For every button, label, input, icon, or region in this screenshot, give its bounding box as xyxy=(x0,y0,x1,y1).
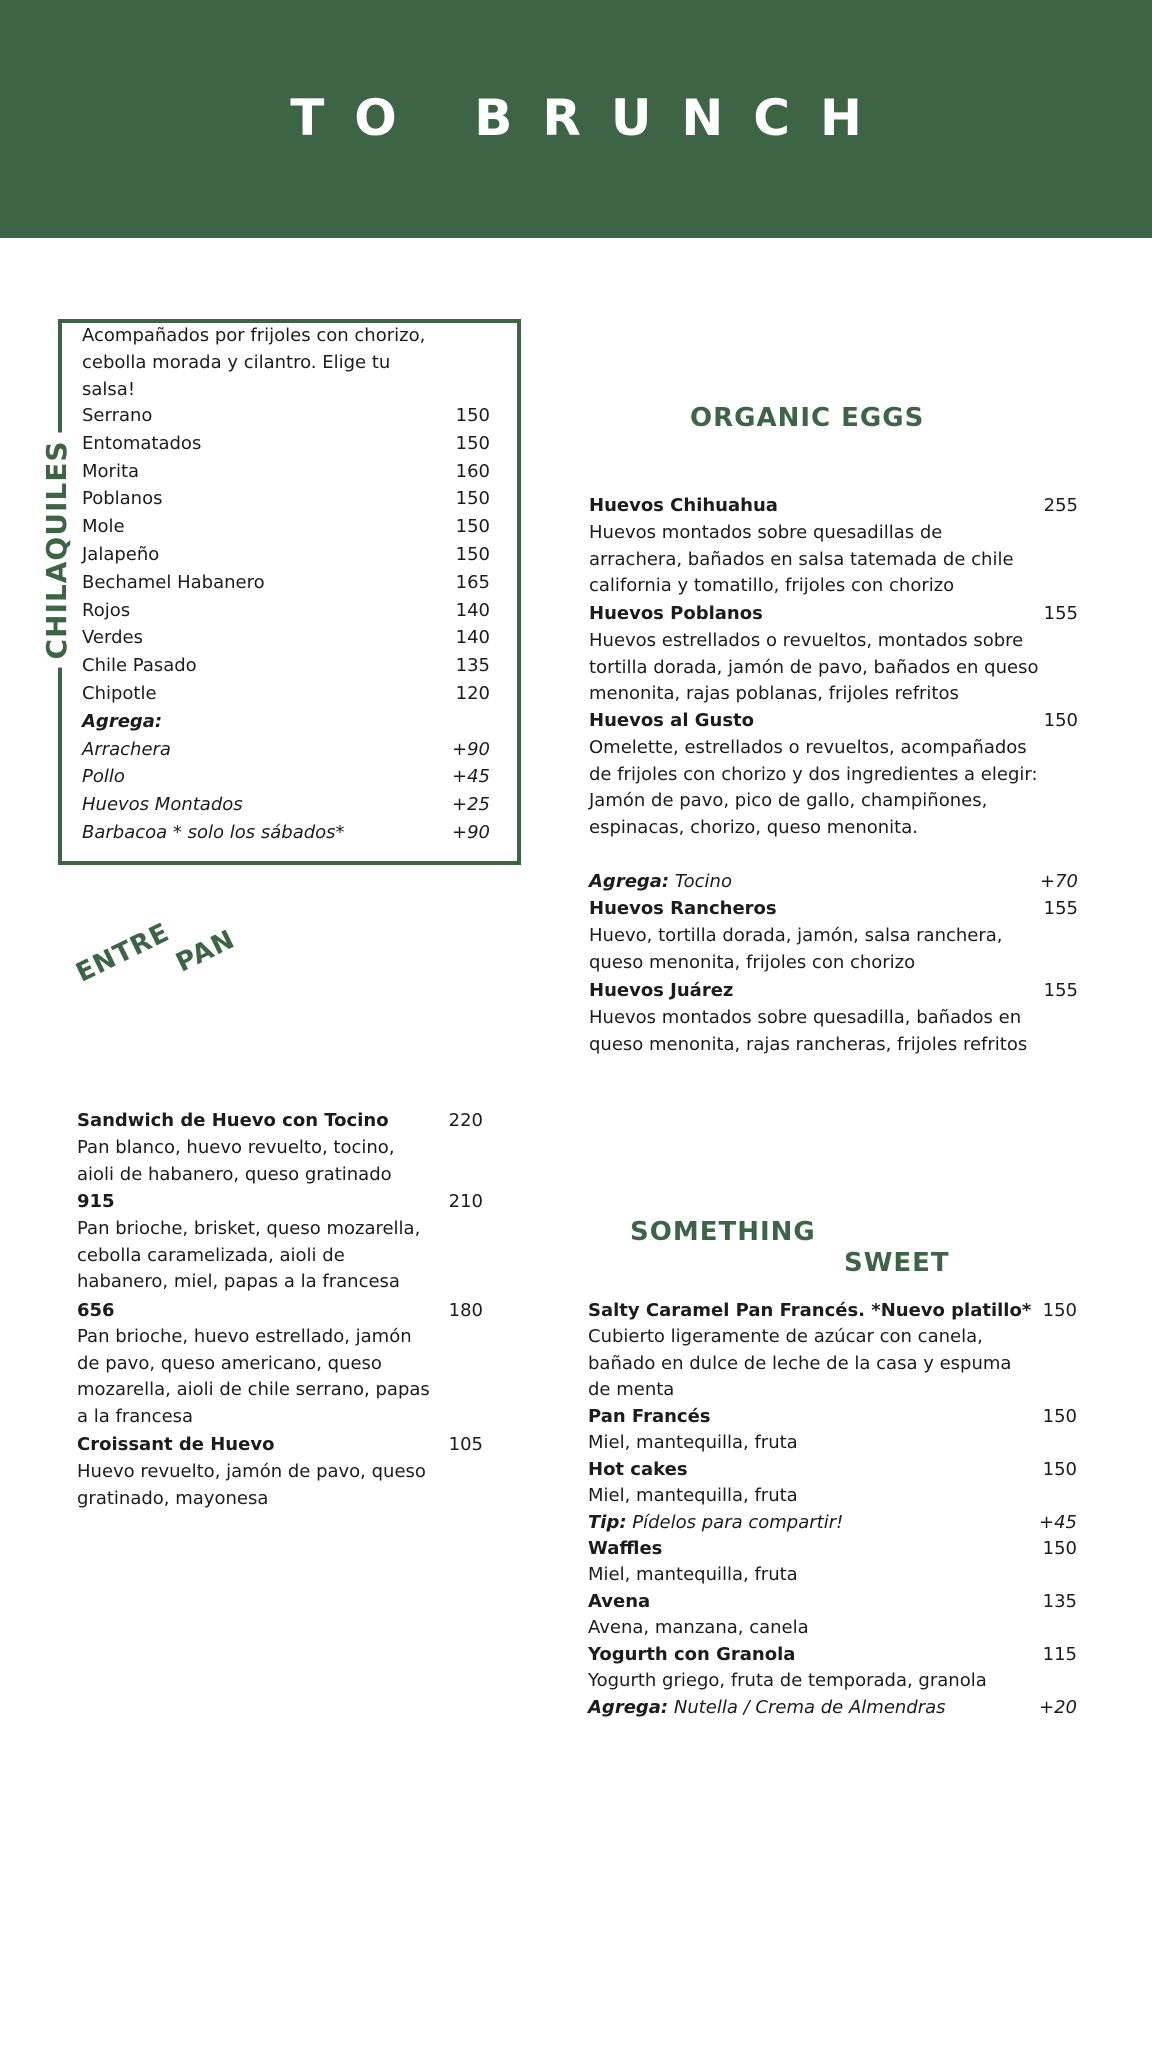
header-banner xyxy=(0,0,1152,238)
something-sweet-item-name: Avena xyxy=(588,1591,651,1612)
chilaquiles-item-price: 160 xyxy=(455,461,490,482)
entre-pan-heading-line2: PAN xyxy=(171,924,240,979)
organic-eggs-addon xyxy=(589,868,732,895)
chilaquiles-addon-price: +90 xyxy=(452,822,490,843)
something-sweet-item-name: Pan Francés xyxy=(588,1406,711,1427)
chilaquiles-addon-name: Huevos Montados xyxy=(82,794,243,815)
chilaquiles-item-price: 140 xyxy=(455,627,490,648)
chilaquiles-item-name: Verdes xyxy=(82,627,143,648)
entre-pan-item-price: 220 xyxy=(448,1110,483,1131)
something-sweet-item-price: 150 xyxy=(1042,1406,1077,1427)
something-sweet-addon-name: Nutella / Crema de Almendras xyxy=(673,1697,946,1718)
chilaquiles-intro-line: salsa! xyxy=(82,379,136,400)
organic-eggs-item-price: 155 xyxy=(1043,980,1078,1001)
something-sweet-item-desc: Miel, mantequilla, fruta xyxy=(588,1485,798,1506)
something-sweet-item-desc: Miel, mantequilla, fruta xyxy=(588,1564,798,1585)
chilaquiles-addon-name: Arrachera xyxy=(82,739,171,760)
chilaquiles-item-name: Chile Pasado xyxy=(82,655,197,676)
organic-eggs-item-name: Huevos Poblanos xyxy=(589,603,763,624)
chilaquiles-item-price: 150 xyxy=(455,433,490,454)
organic-eggs-addon-price: +70 xyxy=(1040,871,1078,892)
organic-eggs-item-name: Huevos al Gusto xyxy=(589,710,755,731)
chilaquiles-item-name: Poblanos xyxy=(82,488,163,509)
something-sweet-item-name: Salty Caramel Pan Francés. *Nuevo platillo* xyxy=(588,1300,1032,1321)
entre-pan-item-name: 656 xyxy=(77,1300,115,1321)
entre-pan-item-price: 180 xyxy=(448,1300,483,1321)
organic-eggs-item-name: Huevos Rancheros xyxy=(589,898,777,919)
organic-eggs-addon-name: Tocino xyxy=(674,871,732,892)
entre-pan-item-name: Sandwich de Huevo con Tocino xyxy=(77,1110,389,1131)
something-sweet-item-price: 115 xyxy=(1042,1644,1077,1665)
something-sweet-tip-price: +45 xyxy=(1039,1512,1077,1533)
something-sweet-addon-label: Agrega: xyxy=(588,1697,669,1718)
chilaquiles-item-price: 135 xyxy=(455,655,490,676)
chilaquiles-item-name: Morita xyxy=(82,461,140,482)
organic-eggs-item-price: 150 xyxy=(1043,710,1078,731)
something-sweet-item-name: Yogurth con Granola xyxy=(588,1644,796,1665)
something-sweet-item-price: 135 xyxy=(1042,1591,1077,1612)
organic-eggs-item-desc: Huevo, tortilla dorada, jamón, salsa ranchera, queso menonita, frijoles con chorizo xyxy=(589,925,1003,973)
something-sweet-item-name: Waffles xyxy=(588,1538,663,1559)
chilaquiles-addon-price: +25 xyxy=(452,794,490,815)
organic-eggs-item-name: Huevos Chihuahua xyxy=(589,495,778,516)
chilaquiles-item-name: Mole xyxy=(82,516,125,537)
something-sweet-heading-line1: SOMETHING xyxy=(630,1217,816,1247)
organic-eggs-heading: ORGANIC EGGS xyxy=(690,403,925,433)
something-sweet-item-desc: Avena, manzana, canela xyxy=(588,1617,809,1638)
entre-pan-heading-line1: ENTRE xyxy=(71,917,175,989)
chilaquiles-item-name: Bechamel Habanero xyxy=(82,572,265,593)
chilaquiles-item-name: Chipotle xyxy=(82,683,157,704)
something-sweet-item-desc: Miel, mantequilla, fruta xyxy=(588,1432,798,1453)
chilaquiles-item-price: 150 xyxy=(455,405,490,426)
organic-eggs-item-price: 155 xyxy=(1043,898,1078,919)
chilaquiles-item-price: 120 xyxy=(455,683,490,704)
organic-eggs-item-desc: Huevos montados sobre quesadilla, bañados en queso menonita, rajas rancheras, frijoles refritos xyxy=(589,1007,1028,1055)
chilaquiles-item-price: 165 xyxy=(455,572,490,593)
something-sweet-tip-label: Tip: xyxy=(588,1512,627,1533)
entre-pan-item-price: 105 xyxy=(448,1434,483,1455)
something-sweet-item-name: Hot cakes xyxy=(588,1459,688,1480)
entre-pan-item-price: 210 xyxy=(448,1191,483,1212)
something-sweet-tip-text: Pídelos para compartir! xyxy=(632,1512,844,1533)
something-sweet-item-price: 150 xyxy=(1042,1538,1077,1559)
organic-eggs-item-price: 155 xyxy=(1043,603,1078,624)
organic-eggs-item-name: Huevos Juárez xyxy=(589,980,734,1001)
entre-pan-item-desc: Huevo revuelto, jamón de pavo, queso gratinado, mayonesa xyxy=(77,1461,426,1509)
menu-title: TO BRUNCH xyxy=(290,89,892,147)
chilaquiles-intro-line: Acompañados por frijoles con chorizo, xyxy=(82,325,426,346)
something-sweet-addon-price: +20 xyxy=(1039,1697,1077,1718)
chilaquiles-addon-name: Barbacoa * solo los sábados* xyxy=(82,822,345,843)
chilaquiles-item-price: 150 xyxy=(455,516,490,537)
chilaquiles-item-name: Rojos xyxy=(82,600,131,621)
organic-eggs-addon-label: Agrega: xyxy=(589,871,670,892)
something-sweet-item-desc: Cubierto ligeramente de azúcar con canela, bañado en dulce de leche de la casa y espuma de menta xyxy=(588,1326,1012,1400)
something-sweet-tip xyxy=(588,1509,843,1536)
organic-eggs-item-desc: Omelette, estrellados o revueltos, acompañados de frijoles con chorizo y dos ingredientes a elegir: Jamón de pavo, pico de gallo, champiñones, espinacas, chorizo, queso menonita. xyxy=(589,737,1038,838)
organic-eggs-item-desc: Huevos estrellados o revueltos, montados sobre tortilla dorada, jamón de pavo, bañados en queso menonita, rajas poblanas, frijoles refritos xyxy=(589,630,1039,704)
chilaquiles-item-price: 140 xyxy=(455,600,490,621)
organic-eggs-item-desc: Huevos montados sobre quesadillas de arrachera, bañados en salsa tatemada de chile california y tomatillo, frijoles con chorizo xyxy=(589,522,1014,596)
entre-pan-item-desc: Pan brioche, brisket, queso mozarella, cebolla caramelizada, aioli de habanero, miel, papas a la francesa xyxy=(77,1218,421,1292)
something-sweet-item-price: 150 xyxy=(1042,1459,1077,1480)
entre-pan-item-name: 915 xyxy=(77,1191,115,1212)
chilaquiles-item-name: Serrano xyxy=(82,405,153,426)
chilaquiles-intro-line: cebolla morada y cilantro. Elige tu xyxy=(82,352,391,373)
entre-pan-item-name: Croissant de Huevo xyxy=(77,1434,275,1455)
entre-pan-item-desc: Pan brioche, huevo estrellado, jamón de pavo, queso americano, queso mozarella, aioli de chile serrano, papas a la francesa xyxy=(77,1326,430,1427)
chilaquiles-item-price: 150 xyxy=(455,544,490,565)
chilaquiles-item-name: Entomatados xyxy=(82,433,202,454)
chilaquiles-addon-price: +45 xyxy=(452,766,490,787)
entre-pan-item-desc: Pan blanco, huevo revuelto, tocino, aioli de habanero, queso gratinado xyxy=(77,1137,395,1185)
organic-eggs-item-price: 255 xyxy=(1043,495,1078,516)
something-sweet-addon xyxy=(588,1694,946,1721)
chilaquiles-heading: CHILAQUILES xyxy=(41,432,73,667)
chilaquiles-item-name: Jalapeño xyxy=(82,544,160,565)
something-sweet-item-price: 150 xyxy=(1042,1300,1077,1321)
something-sweet-heading-line2: SWEET xyxy=(844,1248,950,1278)
something-sweet-item-desc: Yogurth griego, fruta de temporada, granola xyxy=(588,1670,987,1691)
chilaquiles-addon-name: Pollo xyxy=(82,766,125,787)
chilaquiles-addons-label: Agrega: xyxy=(82,711,163,732)
chilaquiles-addon-price: +90 xyxy=(452,739,490,760)
chilaquiles-item-price: 150 xyxy=(455,488,490,509)
